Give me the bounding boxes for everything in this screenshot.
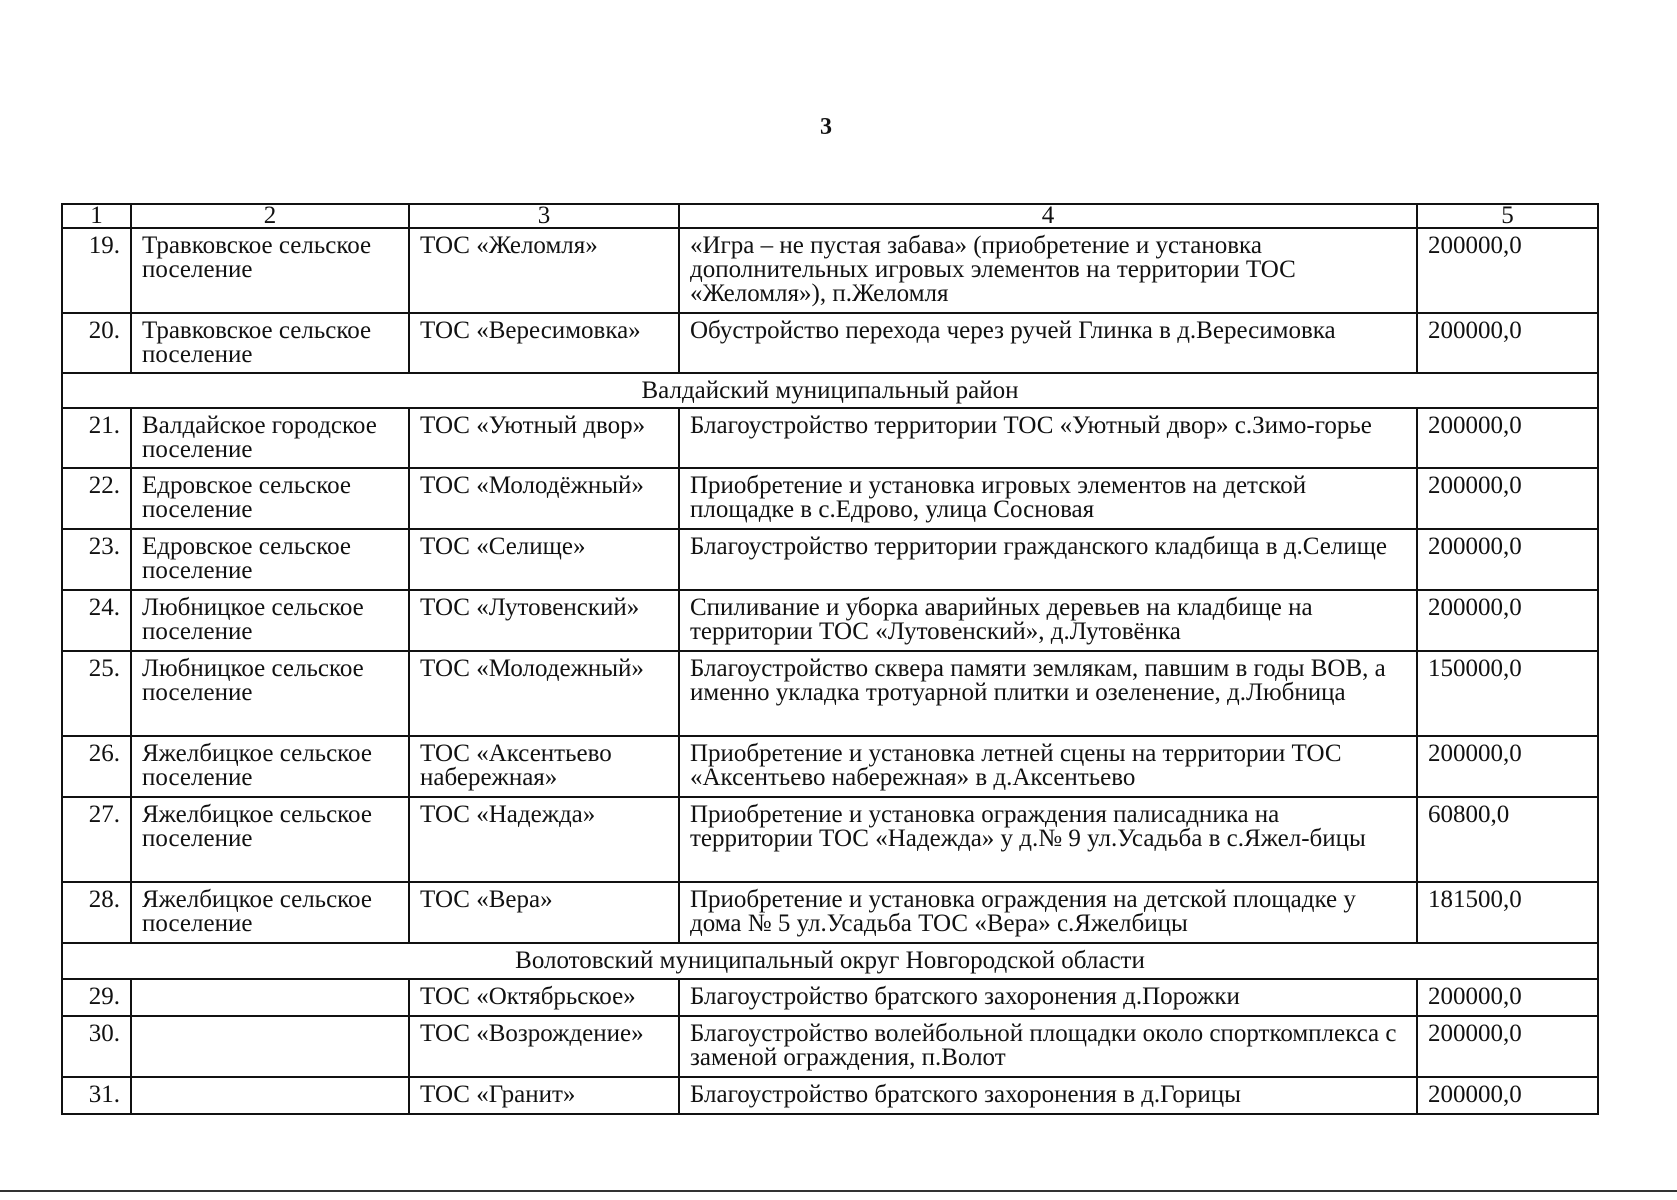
table-row xyxy=(62,228,1598,313)
settlement-cell: Едровское сельское поселение xyxy=(131,529,409,590)
table-row xyxy=(62,468,1598,529)
project-cell: Приобретение и установка ограждения на детской площадке у дома № 5 ул.Усадьба ТОС «Вера» с.Яжелбицы xyxy=(679,882,1417,943)
table-row xyxy=(62,882,1598,943)
row-number: 19. xyxy=(62,228,131,313)
settlement-cell: Яжелбицкое сельское поселение xyxy=(131,882,409,943)
table-row xyxy=(62,797,1598,882)
project-cell: Благоустройство братского захоронения в д.Горицы xyxy=(679,1077,1417,1114)
amount-cell: 200000,0 xyxy=(1417,529,1598,590)
column-header: 4 xyxy=(679,204,1417,228)
row-number: 25. xyxy=(62,651,131,736)
row-number: 22. xyxy=(62,468,131,529)
tos-cell: ТОС «Вересимовка» xyxy=(409,313,679,373)
project-cell: Приобретение и установка летней сцены на территории ТОС «Аксентьево набережная» в д.Аксентьево xyxy=(679,736,1417,797)
tos-cell: ТОС «Гранит» xyxy=(409,1077,679,1114)
tos-cell: ТОС «Уютный двор» xyxy=(409,408,679,468)
tos-cell: ТОС «Октябрьское» xyxy=(409,979,679,1016)
tos-cell: ТОС «Возрождение» xyxy=(409,1016,679,1077)
row-number: 23. xyxy=(62,529,131,590)
project-cell: Обустройство перехода через ручей Глинка в д.Вересимовка xyxy=(679,313,1417,373)
settlement-cell: Травковское сельское поселение xyxy=(131,313,409,373)
tos-cell: ТОС «Молодёжный» xyxy=(409,468,679,529)
tos-cell: ТОС «Желомля» xyxy=(409,228,679,313)
row-number: 26. xyxy=(62,736,131,797)
tos-cell: ТОС «Селище» xyxy=(409,529,679,590)
project-cell: Благоустройство братского захоронения д.Порожки xyxy=(679,979,1417,1016)
settlement-cell xyxy=(131,979,409,1016)
row-number: 21. xyxy=(62,408,131,468)
settlement-cell: Травковское сельское поселение xyxy=(131,228,409,313)
project-cell: Благоустройство сквера памяти землякам, павшим в годы ВОВ, а именно укладка тротуарной плитки и озеленение, д.Любница xyxy=(679,651,1417,736)
amount-cell: 200000,0 xyxy=(1417,1016,1598,1077)
table-row xyxy=(62,1077,1598,1114)
settlement-cell xyxy=(131,1016,409,1077)
grants-table xyxy=(61,203,1599,1115)
amount-cell: 200000,0 xyxy=(1417,468,1598,529)
row-number: 27. xyxy=(62,797,131,882)
row-number: 28. xyxy=(62,882,131,943)
tos-cell: ТОС «Молодежный» xyxy=(409,651,679,736)
section-row xyxy=(62,373,1598,408)
tos-cell: ТОС «Надежда» xyxy=(409,797,679,882)
row-number: 30. xyxy=(62,1016,131,1077)
table-row xyxy=(62,651,1598,736)
table-row xyxy=(62,1016,1598,1077)
amount-cell: 200000,0 xyxy=(1417,979,1598,1016)
settlement-cell: Яжелбицкое сельское поселение xyxy=(131,736,409,797)
project-cell: Благоустройство территории гражданского кладбища в д.Селище xyxy=(679,529,1417,590)
row-number: 20. xyxy=(62,313,131,373)
amount-cell: 60800,0 xyxy=(1417,797,1598,882)
tos-cell: ТОС «Аксентьево набережная» xyxy=(409,736,679,797)
table-row xyxy=(62,529,1598,590)
section-row xyxy=(62,943,1598,979)
amount-cell: 181500,0 xyxy=(1417,882,1598,943)
project-cell: Благоустройство волейбольной площадки около спорткомплекса с заменой ограждения, п.Волот xyxy=(679,1016,1417,1077)
section-heading-valdai: Валдайский муниципальный район xyxy=(62,373,1598,408)
project-cell: Приобретение и установка игровых элементов на детской площадке в с.Едрово, улица Сосновая xyxy=(679,468,1417,529)
column-header: 2 xyxy=(131,204,409,228)
page-number: 3 xyxy=(820,114,832,140)
table-header-row xyxy=(62,204,1598,228)
settlement-cell: Едровское сельское поселение xyxy=(131,468,409,529)
row-number: 29. xyxy=(62,979,131,1016)
table-row xyxy=(62,590,1598,651)
settlement-cell: Яжелбицкое сельское поселение xyxy=(131,797,409,882)
table-row xyxy=(62,979,1598,1016)
table-row xyxy=(62,408,1598,468)
table-row xyxy=(62,313,1598,373)
amount-cell: 200000,0 xyxy=(1417,408,1598,468)
settlement-cell: Любницкое сельское поселение xyxy=(131,651,409,736)
settlement-cell: Любницкое сельское поселение xyxy=(131,590,409,651)
amount-cell: 200000,0 xyxy=(1417,228,1598,313)
project-cell: Благоустройство территории ТОС «Уютный двор» с.Зимо-горье xyxy=(679,408,1417,468)
row-number: 24. xyxy=(62,590,131,651)
settlement-cell: Валдайское городское поселение xyxy=(131,408,409,468)
amount-cell: 150000,0 xyxy=(1417,651,1598,736)
amount-cell: 200000,0 xyxy=(1417,590,1598,651)
section-heading-volot: Волотовский муниципальный округ Новгородской области xyxy=(62,943,1598,979)
tos-cell: ТОС «Вера» xyxy=(409,882,679,943)
project-cell: Спиливание и уборка аварийных деревьев на кладбище на территории ТОС «Лутовенский», д.Лутовёнка xyxy=(679,590,1417,651)
bottom-rule xyxy=(0,1190,1677,1192)
project-cell: «Игра – не пустая забава» (приобретение и установка дополнительных игровых элементов на территории ТОС «Желомля»), п.Желомля xyxy=(679,228,1417,313)
column-header: 3 xyxy=(409,204,679,228)
project-cell: Приобретение и установка ограждения палисадника на территории ТОС «Надежда» у д.№ 9 ул.Усадьба в с.Яжел-бицы xyxy=(679,797,1417,882)
amount-cell: 200000,0 xyxy=(1417,313,1598,373)
column-header: 5 xyxy=(1417,204,1598,228)
column-header: 1 xyxy=(62,204,131,228)
table-row xyxy=(62,736,1598,797)
row-number: 31. xyxy=(62,1077,131,1114)
amount-cell: 200000,0 xyxy=(1417,1077,1598,1114)
amount-cell: 200000,0 xyxy=(1417,736,1598,797)
settlement-cell xyxy=(131,1077,409,1114)
tos-cell: ТОС «Лутовенский» xyxy=(409,590,679,651)
